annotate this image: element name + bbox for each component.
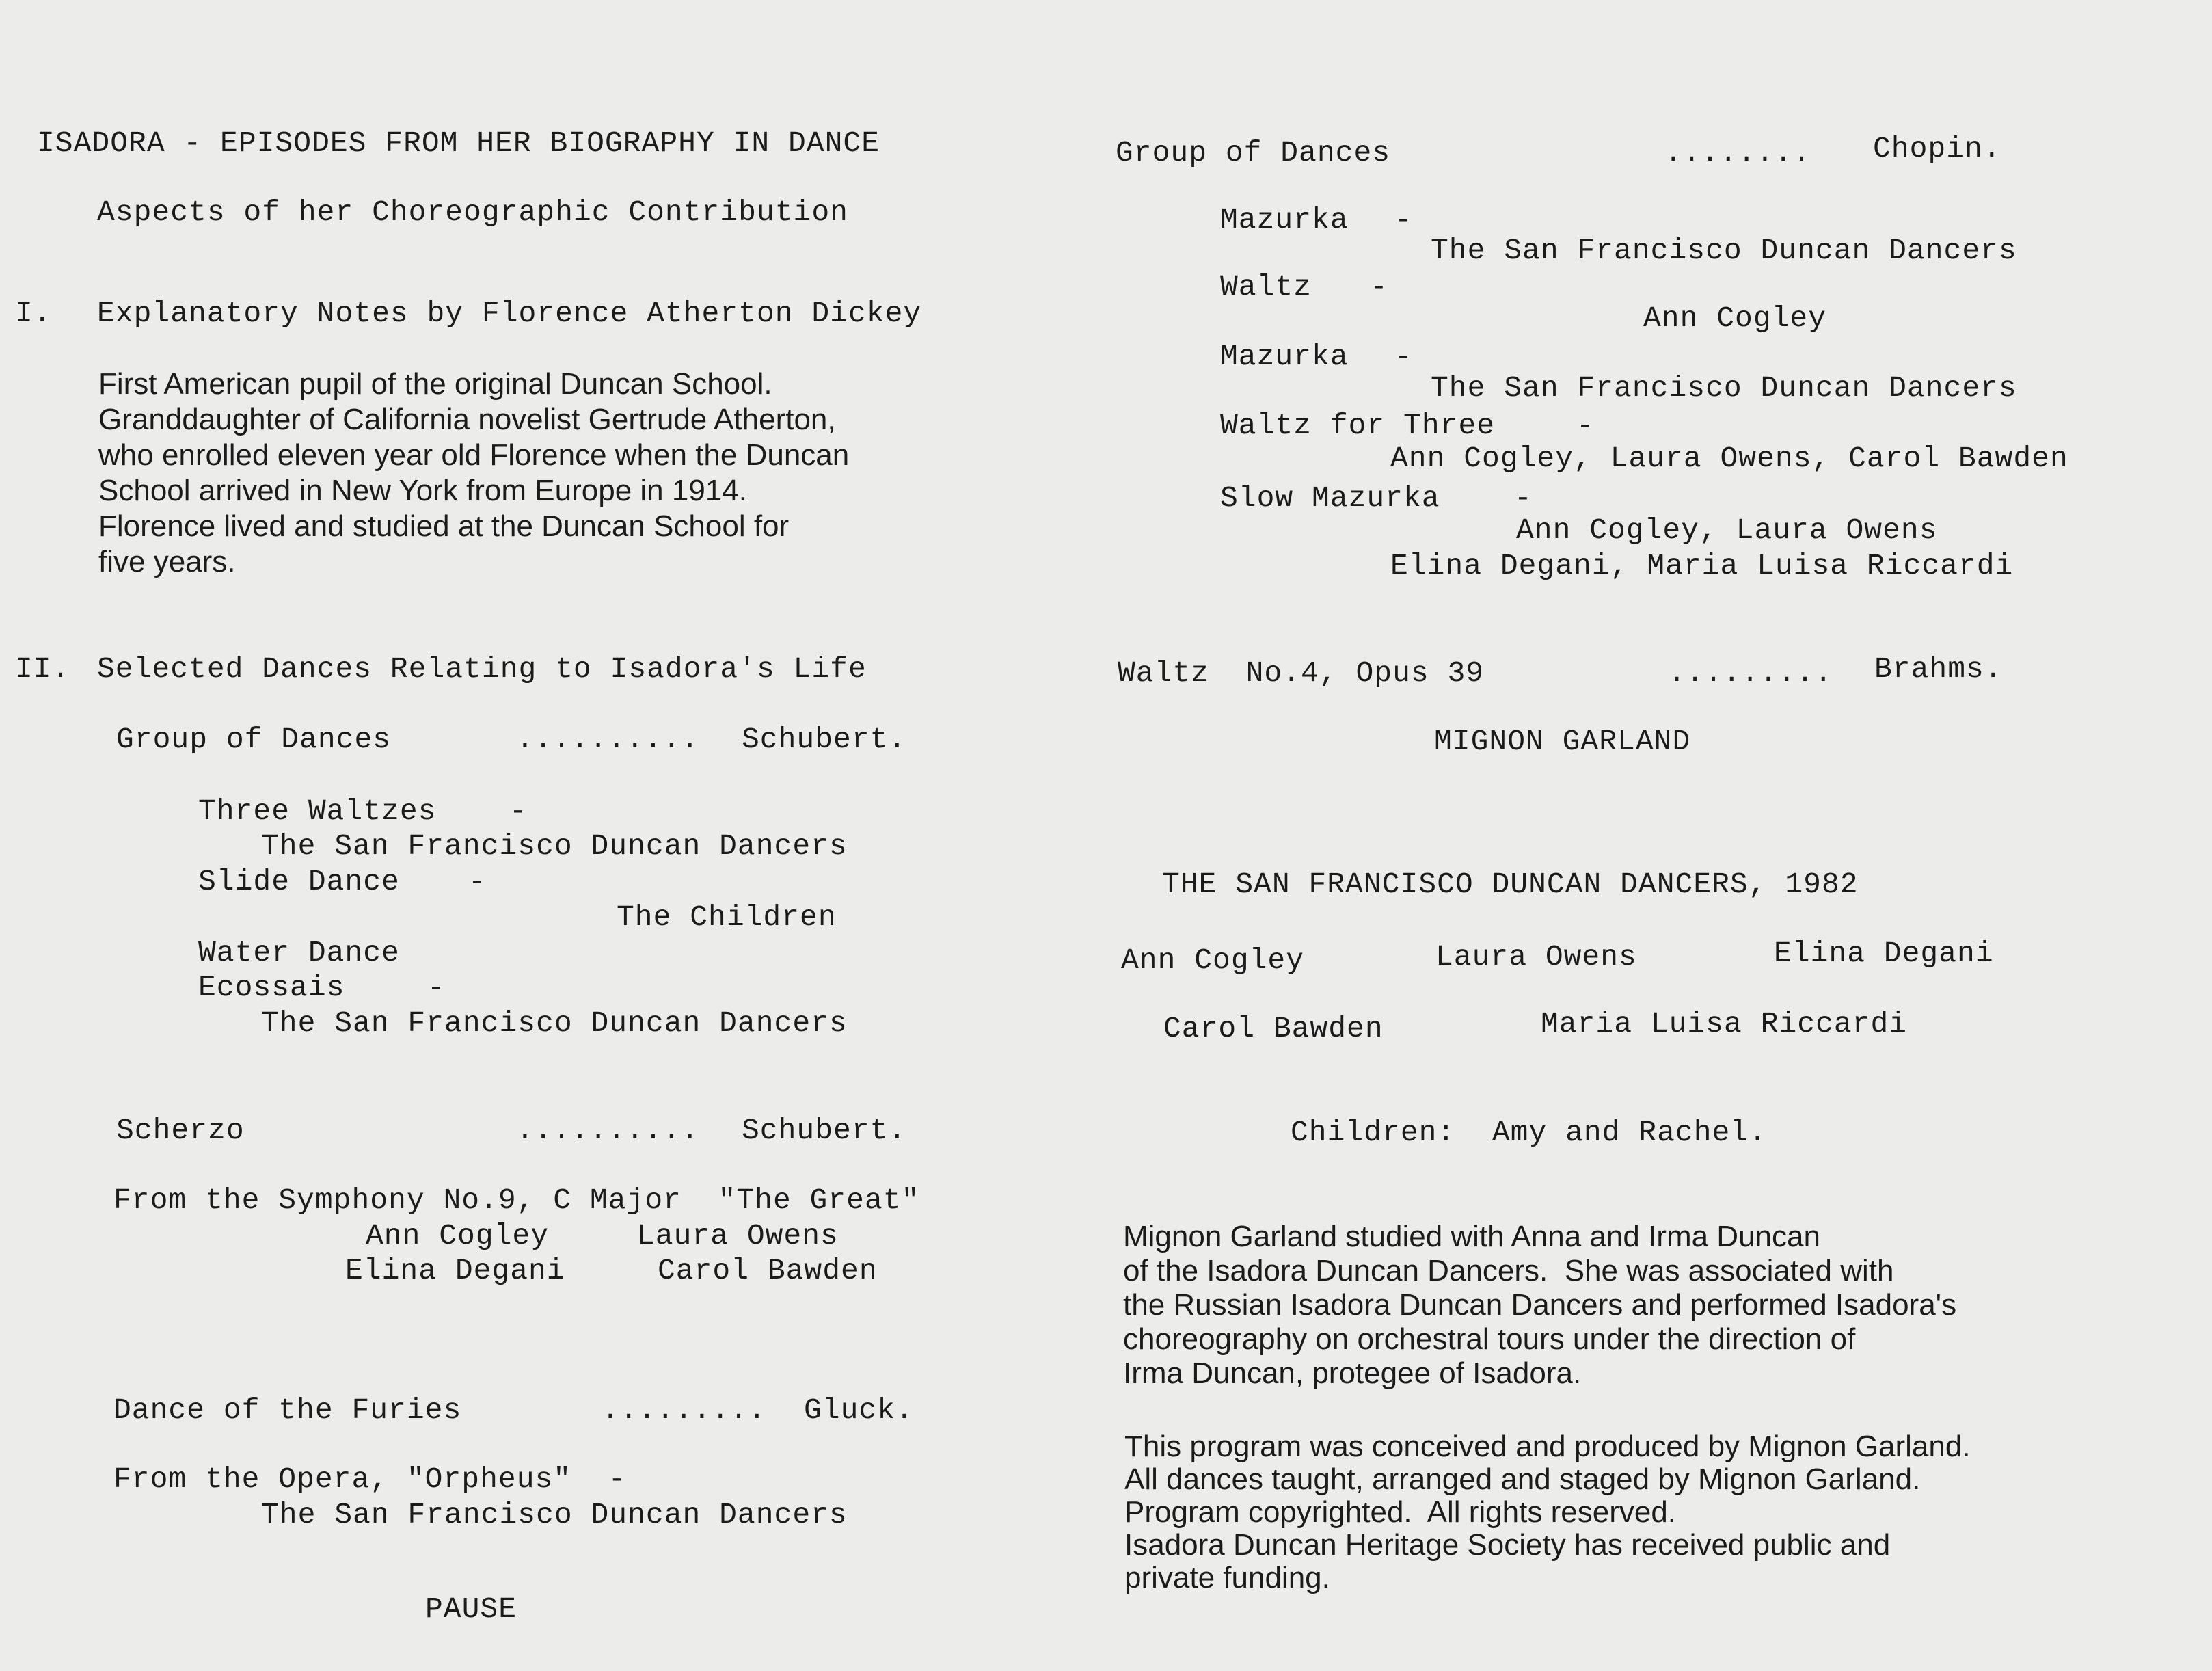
scherzo-performer: Carol Bawden	[658, 1254, 878, 1287]
schubert-group-composer: Schubert.	[742, 723, 907, 756]
chopin-group-title: Group of Dances	[1116, 136, 1391, 170]
dance-performer: Ann Cogley, Laura Owens, Carol Bawden	[1390, 442, 2068, 475]
dance-dash: -	[1514, 481, 1533, 515]
company-member: Maria Luisa Riccardi	[1541, 1007, 1908, 1041]
children-line: Children: Amy and Rachel.	[1291, 1116, 1767, 1149]
garland-line: Irma Duncan, protegee of Isadora.	[1123, 1356, 1582, 1390]
scherzo-source: From the Symphony No.9, C Major "The Great"	[113, 1184, 920, 1217]
chopin-group-composer: Chopin.	[1873, 132, 2001, 165]
dance-performer: The San Francisco Duncan Dancers	[1431, 234, 2017, 267]
dance-name: Slide Dance	[198, 865, 400, 898]
dance-name: Slow Mazurka	[1220, 481, 1440, 515]
dance-name: Ecossais	[198, 971, 345, 1004]
furies-performer: The San Francisco Duncan Dancers	[261, 1498, 848, 1532]
dance-performer: The San Francisco Duncan Dancers	[1431, 371, 2017, 405]
bio-line: First American pupil of the original Duncan School.	[98, 367, 772, 401]
section-1-heading: Explanatory Notes by Florence Atherton Dickey	[97, 297, 922, 330]
scherzo-title: Scherzo	[116, 1114, 245, 1147]
furies-composer: Gluck.	[804, 1393, 914, 1427]
bio-line: Granddaughter of California novelist Gertrude Atherton,	[98, 403, 836, 436]
schubert-group-title: Group of Dances	[116, 723, 392, 756]
brahms-title: Waltz No.4, Opus 39	[1118, 656, 1485, 690]
section-1-numeral: I.	[15, 297, 52, 330]
bio-line: who enrolled eleven year old Florence when the Duncan	[98, 438, 850, 472]
brahms-dots: .........	[1668, 656, 1833, 690]
dance-dash: -	[427, 971, 446, 1004]
bio-line: School arrived in New York from Europe in 1914.	[98, 474, 747, 507]
brahms-performer: MIGNON GARLAND	[1434, 725, 1691, 758]
furies-source: From the Opera, "Orpheus" -	[113, 1462, 627, 1496]
company-member: Carol Bawden	[1163, 1012, 1384, 1045]
garland-line: choreography on orchestral tours under the direction of	[1123, 1322, 1856, 1356]
credits-line: This program was conceived and produced by Mignon Garland.	[1124, 1430, 1971, 1463]
company-member: Ann Cogley	[1121, 944, 1305, 977]
dance-dash: -	[468, 865, 487, 898]
dance-performer: The San Francisco Duncan Dancers	[261, 829, 848, 863]
bio-line: five years.	[98, 545, 236, 578]
dance-name: Mazurka	[1220, 203, 1349, 237]
bio-line: Florence lived and studied at the Duncan School for	[98, 509, 790, 543]
dance-performer: Elina Degani, Maria Luisa Riccardi	[1390, 549, 2014, 583]
chopin-group-dots: ........	[1664, 136, 1811, 170]
section-2-heading: Selected Dances Relating to Isadora's Life	[97, 652, 867, 686]
program-title: ISADORA - EPISODES FROM HER BIOGRAPHY IN DANCE	[37, 126, 880, 160]
garland-paragraph	[1123, 1220, 1956, 1391]
scherzo-performer: Laura Owens	[637, 1219, 839, 1253]
garland-line: the Russian Isadora Duncan Dancers and performed Isadora's	[1123, 1288, 1957, 1322]
section-2-numeral: II.	[15, 652, 70, 686]
company-member: Laura Owens	[1435, 940, 1637, 974]
dance-performer: Ann Cogley	[1643, 302, 1827, 335]
credits-line: All dances taught, arranged and staged by Mignon Garland.	[1124, 1462, 1921, 1496]
dance-dash: -	[1394, 340, 1413, 373]
brahms-composer: Brahms.	[1874, 652, 2003, 686]
bio-paragraph	[98, 366, 849, 580]
garland-line: Mignon Garland studied with Anna and Irma Duncan	[1123, 1220, 1820, 1253]
dance-performer: Ann Cogley, Laura Owens	[1516, 513, 1938, 547]
credits-line: Isadora Duncan Heritage Society has received public and	[1124, 1528, 1891, 1562]
dance-name: Waltz	[1220, 270, 1312, 304]
credits-line: Program copyrighted. All rights reserved.	[1124, 1495, 1677, 1529]
credits-line: private funding.	[1124, 1561, 1330, 1594]
schubert-group-dots: ..........	[516, 723, 700, 756]
scherzo-performer: Elina Degani	[345, 1254, 565, 1287]
furies-dots: .........	[602, 1393, 767, 1427]
pause-label: PAUSE	[425, 1592, 517, 1626]
dance-performer: The San Francisco Duncan Dancers	[261, 1006, 848, 1040]
dance-dash: -	[509, 794, 528, 828]
scherzo-dots: ..........	[516, 1114, 700, 1147]
company-member: Elina Degani	[1774, 937, 1994, 970]
dance-name: Waltz for Three	[1220, 409, 1496, 442]
dance-dash: -	[1576, 409, 1595, 442]
dance-dash: -	[1394, 203, 1413, 237]
scherzo-composer: Schubert.	[742, 1114, 907, 1147]
scherzo-performer: Ann Cogley	[366, 1219, 550, 1253]
dance-name: Water Dance	[198, 936, 400, 970]
dance-performer: The Children	[617, 900, 837, 934]
dance-name: Mazurka	[1220, 340, 1349, 373]
furies-title: Dance of the Furies	[113, 1393, 462, 1427]
company-heading: THE SAN FRANCISCO DUNCAN DANCERS, 1982	[1162, 868, 1859, 901]
dance-dash: -	[1370, 270, 1388, 304]
credits-paragraph	[1124, 1430, 1971, 1594]
garland-line: of the Isadora Duncan Dancers. She was associated with	[1123, 1254, 1894, 1287]
dance-name: Three Waltzes	[198, 794, 437, 828]
program-subtitle: Aspects of her Choreographic Contribution	[97, 196, 848, 229]
